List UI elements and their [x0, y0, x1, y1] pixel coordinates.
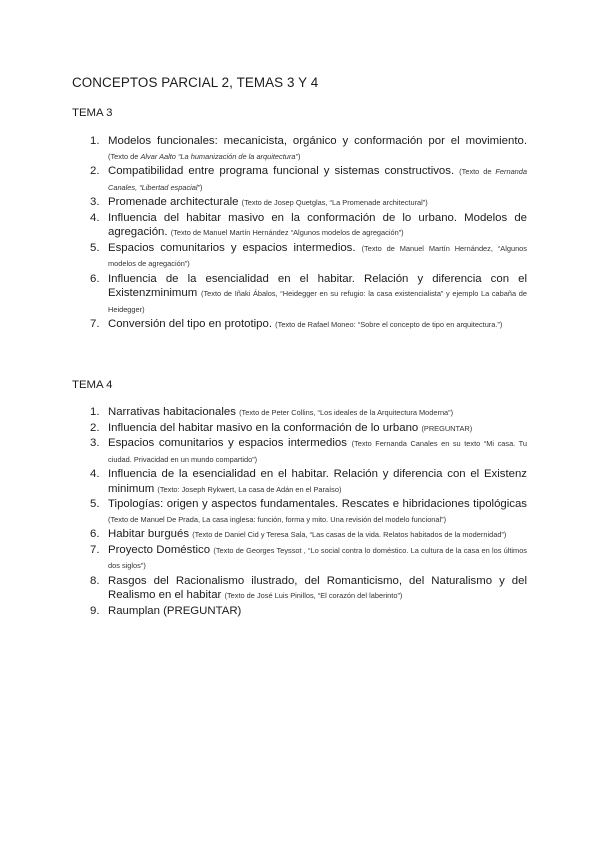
tema-3-list — [72, 134, 527, 333]
list-item: 3. Promenade architecturale (Texto de Josep Quetglas, “La Promenade architectural”) — [90, 196, 428, 208]
list-item: 7. Proyecto Doméstico (Texto de Georges Teyssot , “Lo social contra lo doméstico. La cultura de la casa en los últimos dos siglos”) — [90, 543, 527, 570]
list-item: 5. Tipologías: origen y aspectos fundamentales. Rescates e hibridaciones tipológicas (Texto de Manuel De Prada, La casa inglesa: función, forma y mito. Una revisión del modelo funcional”) — [90, 498, 527, 524]
list-item: 5. Espacios comunitarios y espacios intermedios. (Texto de Manuel Martín Hernández, “Algunos modelos de agregación”) — [90, 241, 527, 268]
list-item: 7. Conversión del tipo en prototipo. (Texto de Rafael Moneo: “Sobre el concepto de tipo en arquitectura.”) — [90, 318, 503, 330]
list-item: 6. Influencia de la esencialidad en el habitar. Relación y diferencia con el Existenzminimum (Texto de Iñaki Ábalos, “Heidegger en su refugio: la casa existencialista” y ejemplo La cabaña de Heidegger) — [90, 272, 527, 314]
list-item: 4. Influencia del habitar masivo en la conformación de lo urbano. Modelos de agregación. (Texto de Manuel Martín Hernández “Algunos modelos de agregación”) — [90, 211, 527, 238]
list-item: 1. Narrativas habitacionales (Texto de Peter Collins, “Los ideales de la Arquitectura Moderna”) — [90, 406, 454, 418]
tema-4-heading: TEMA 4 — [72, 379, 113, 391]
list-item: 3. Espacios comunitarios y espacios intermedios (Texto Fernanda Canales en su texto “Mi casa. Tu ciudad. Privacidad en un mundo compartido”) — [90, 437, 527, 464]
list-item: 2. Influencia del habitar masivo en la conformación de lo urbano (PREGUNTAR) — [90, 421, 473, 434]
tema-3-heading: TEMA 3 — [72, 107, 113, 119]
list-item: 8. Rasgos del Racionalismo ilustrado, del Romanticismo, del Naturalismo y del Realismo en el habitar (Texto de José Luis Pinillos, “El corazón del laberinto”) — [90, 574, 527, 601]
list-item: 2. Compatibilidad entre programa funcional y sistemas constructivos. (Texto de Fernanda Canales, “Libertad espacial”) — [90, 165, 528, 192]
list-item: 4. Influencia de la esencialidad en el habitar. Relación y diferencia con el Existenz minimum (Texto: Joseph Rykwert, La casa de Adán en el Paraíso) — [90, 468, 527, 495]
document-title: CONCEPTOS PARCIAL 2, TEMAS 3 Y 4 — [72, 75, 319, 90]
tema-4-list — [72, 405, 527, 618]
list-item: 1. Modelos funcionales: mecanicista, orgánico y conformación por el movimiento. (Texto de Alvar Aalto “La humanización de la arquitectura”) — [90, 135, 527, 161]
list-item: 9. Raumplan (PREGUNTAR) — [90, 604, 242, 617]
list-item: 6. Habitar burgués (Texto de Daniel Cid y Teresa Sala, “Las casas de la vida. Relatos habitados de la modernidad”) — [90, 528, 507, 540]
